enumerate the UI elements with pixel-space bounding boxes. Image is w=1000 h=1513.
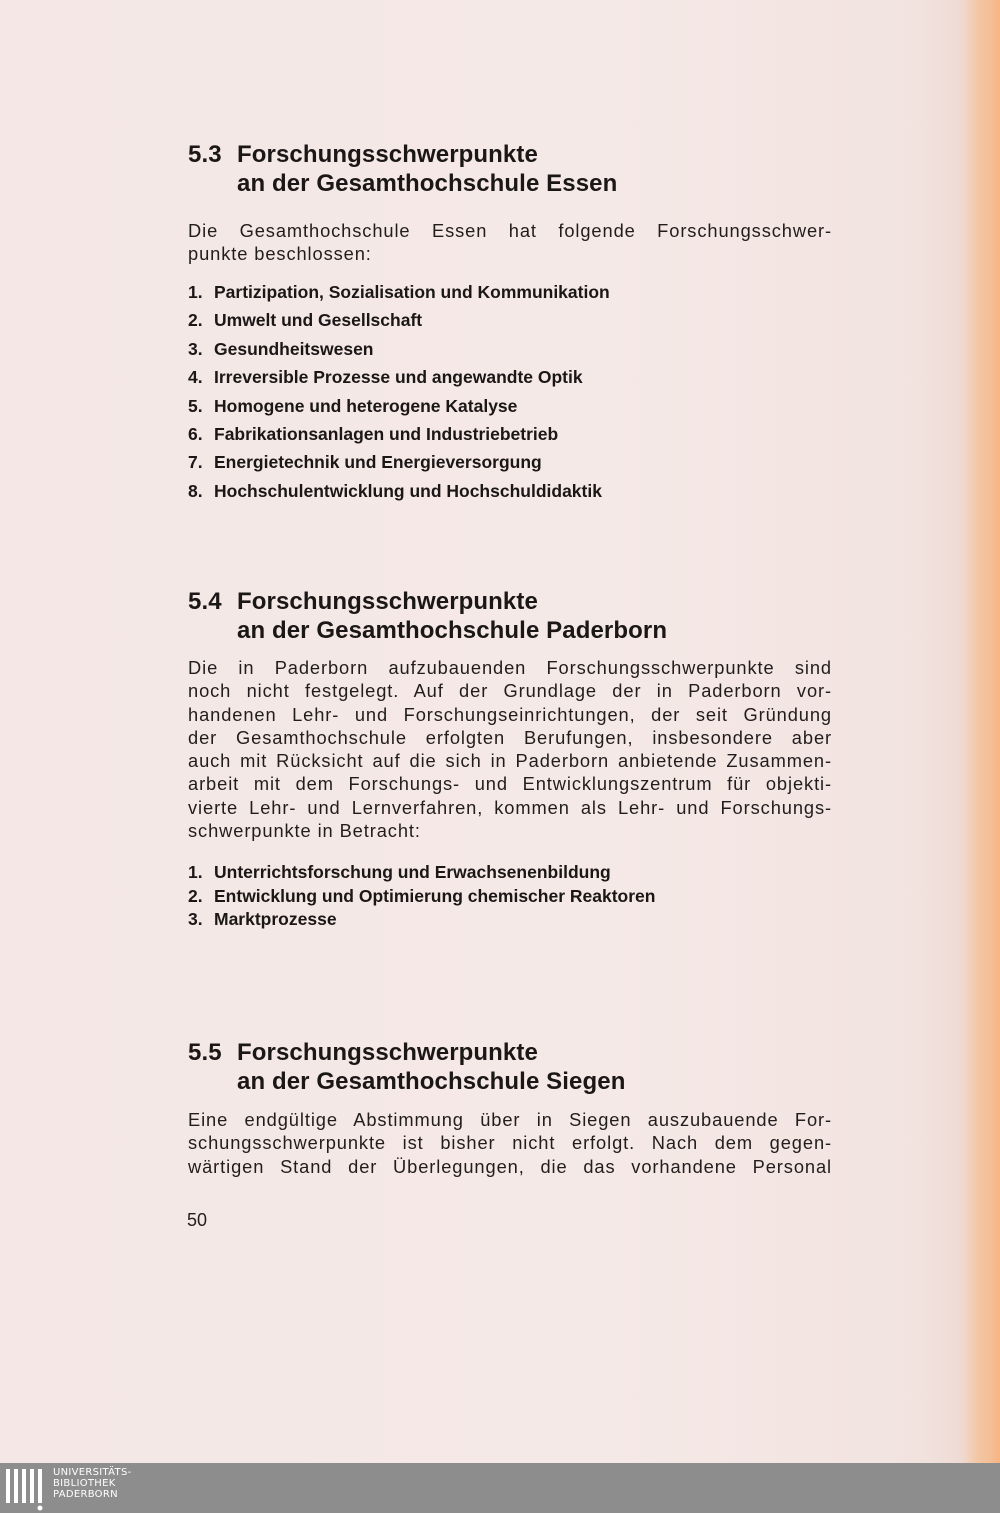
library-name-line: PADERBORN <box>53 1489 118 1500</box>
section-heading-5-3 <box>188 140 617 198</box>
library-logo-icon <box>4 1465 48 1511</box>
list-item-number: 1. <box>188 862 203 882</box>
text-line: auch mit Rücksicht auf die sich in Paderborn anbietende Zusammen- <box>188 750 832 772</box>
section-intro-essen <box>188 219 832 266</box>
list-item-text: Partizipation, Sozialisation und Kommunikation <box>214 282 610 302</box>
list-item-number: 7. <box>188 452 203 473</box>
list-item <box>188 420 610 448</box>
text-line: schungsschwerpunkte ist bisher nicht erfolgt. Nach dem gegen- <box>188 1132 832 1154</box>
section-number: 5.3 <box>188 141 222 168</box>
list-item-text: Hochschulentwicklung und Hochschuldidaktik <box>214 480 602 501</box>
list-item-number: 5. <box>188 395 203 416</box>
research-focus-list-paderborn <box>188 861 655 932</box>
section-title-line2: an der Gesamthochschule Essen <box>237 170 618 197</box>
list-item-text: Umwelt und Gesellschaft <box>214 310 423 331</box>
section-title-line1: Forschungsschwerpunkte <box>237 141 538 168</box>
text-line: der Gesamthochschule erfolgten Berufungen, insbesondere aber <box>188 726 832 748</box>
section-number: 5.5 <box>188 1039 222 1066</box>
list-item-text: Gesundheitswesen <box>214 338 374 359</box>
list-item-number: 4. <box>188 367 203 388</box>
section-title-line2: an der Gesamthochschule Paderborn <box>237 617 668 644</box>
list-item <box>188 477 610 505</box>
text-line: handenen Lehr- und Forschungseinrichtungen, der seit Gründung <box>188 703 832 725</box>
list-item-text: Irreversible Prozesse und angewandte Optik <box>214 367 583 388</box>
text-line: schwerpunkte in Betracht: <box>188 820 421 842</box>
section-heading-5-5 <box>188 1038 625 1096</box>
library-name-line: BIBLIOTHEK <box>53 1478 116 1489</box>
page-edge-shadow <box>966 0 1000 1463</box>
list-item-number: 6. <box>188 423 203 444</box>
list-item-text: Homogene und heterogene Katalyse <box>214 395 518 416</box>
section-body-paderborn <box>188 656 832 842</box>
list-item-text: Unterrichtsforschung und Erwachsenenbildung <box>214 862 611 882</box>
text-line: vierte Lehr- und Lernverfahren, kommen als Lehr- und Forschungs- <box>188 796 832 818</box>
list-item <box>188 885 655 909</box>
list-item-number: 2. <box>188 885 203 906</box>
page-number: 50 <box>187 1210 208 1230</box>
list-item <box>188 908 655 932</box>
text-line: wärtigen Stand der Überlegungen, die das vorhandene Personal <box>188 1155 832 1177</box>
list-item-text: Marktprozesse <box>214 909 337 929</box>
list-item-number: 3. <box>188 338 203 359</box>
list-item <box>188 335 610 363</box>
section-title-line1: Forschungsschwerpunkte <box>237 588 538 615</box>
section-body-siegen <box>188 1108 832 1178</box>
list-item <box>188 448 610 476</box>
library-name-line: UNIVERSITÄTS- <box>53 1467 132 1478</box>
list-item-text: Fabrikationsanlagen und Industriebetrieb <box>214 423 559 444</box>
text-line: Eine endgültige Abstimmung über in Siegen auszubauende For- <box>188 1109 832 1130</box>
text-line: noch nicht festgelegt. Auf der Grundlage der in Paderborn vor- <box>188 680 832 702</box>
library-footer <box>0 1463 1000 1513</box>
section-title-line1: Forschungsschwerpunkte <box>237 1039 538 1066</box>
text-line: arbeit mit dem Forschungs- und Entwicklungszentrum für objekti- <box>188 773 832 795</box>
text-line: punkte beschlossen: <box>188 243 372 265</box>
list-item-number: 1. <box>188 282 203 302</box>
list-item <box>188 861 655 885</box>
list-item <box>188 392 610 420</box>
library-name <box>53 1467 132 1500</box>
section-heading-5-4 <box>188 587 667 645</box>
list-item-number: 2. <box>188 310 203 331</box>
list-item-number: 8. <box>188 480 203 501</box>
research-focus-list-essen <box>188 278 610 505</box>
list-item <box>188 306 610 334</box>
text-line: Die in Paderborn aufzubauenden Forschungsschwerpunkte sind <box>188 657 832 678</box>
list-item-number: 3. <box>188 909 203 929</box>
list-item-text: Energietechnik und Energieversorgung <box>214 452 542 473</box>
list-item <box>188 363 610 391</box>
section-number: 5.4 <box>188 588 222 615</box>
list-item <box>188 278 610 306</box>
section-title-line2: an der Gesamthochschule Siegen <box>237 1068 626 1095</box>
list-item-text: Entwicklung und Optimierung chemischer Reaktoren <box>214 885 656 906</box>
text-line: Die Gesamthochschule Essen hat folgende Forschungsschwer- <box>188 220 832 241</box>
